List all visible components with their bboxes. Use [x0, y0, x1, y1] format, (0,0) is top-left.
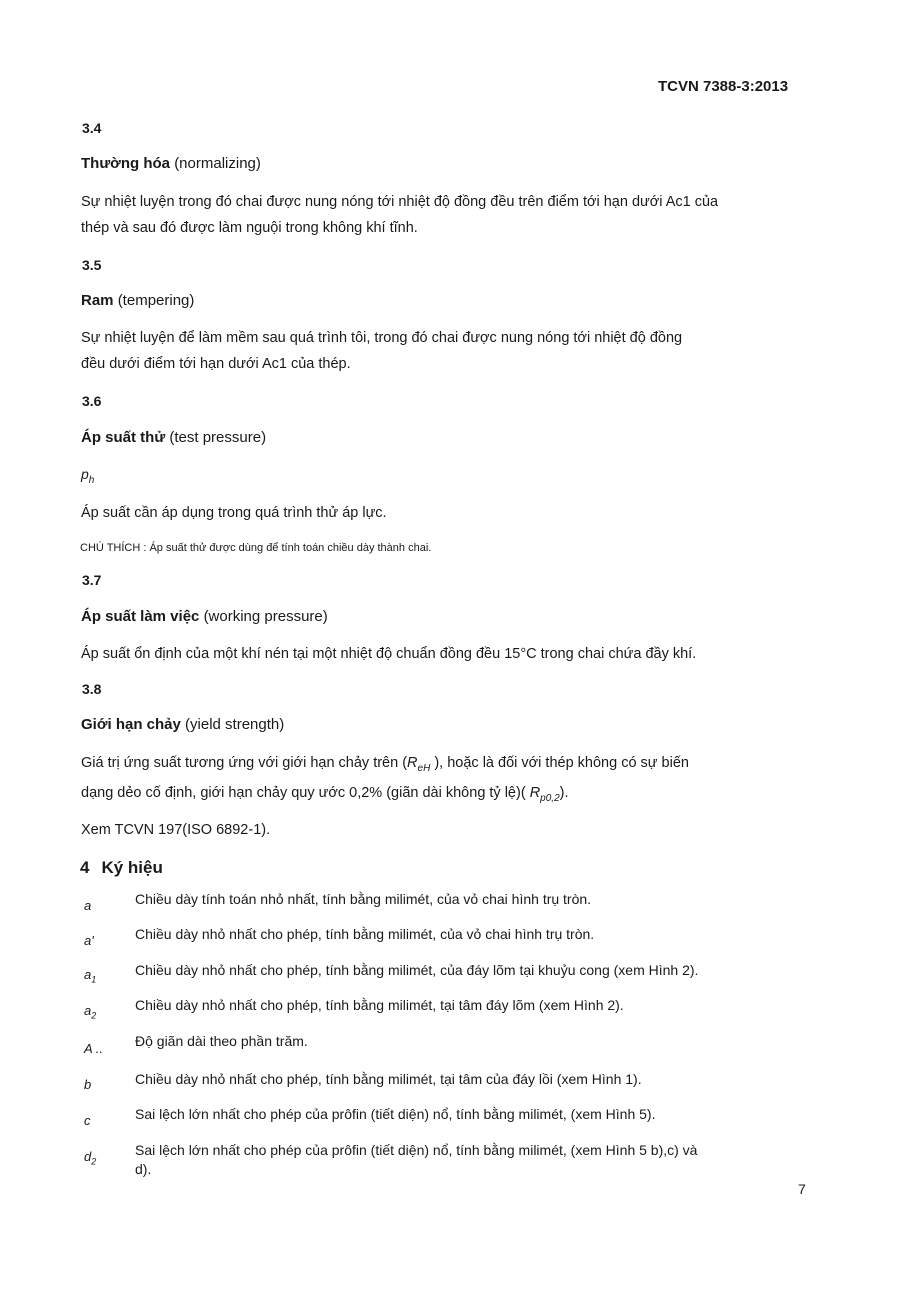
symbol-description-continued: d). [135, 1161, 152, 1177]
term-en: (yield strength) [185, 716, 285, 733]
term-en: (normalizing) [174, 155, 261, 172]
term-vi: Giới hạn chảy [81, 716, 181, 733]
definition-text: Giá trị ứng suất tương ứng với giới hạn chảy trên ( [81, 755, 408, 771]
symbol-base: p [81, 466, 89, 482]
definition-text: ). [559, 785, 569, 801]
clause-definition: Sự nhiệt luyện để làm mềm sau quá trình tôi, trong đó chai được nung nóng tới nhiệt độ đồng [81, 330, 683, 346]
clause-term [81, 292, 194, 309]
symbol-term: c [84, 1113, 91, 1128]
clause-definition: Áp suất cần áp dụng trong quá trình thử áp lực. [81, 505, 387, 521]
symbol-subscript: p0,2 [540, 792, 560, 804]
term-en: (tempering) [117, 292, 195, 309]
symbol-term: $a_2$ [84, 1003, 97, 1021]
clause-term [81, 608, 328, 625]
term-en: (working pressure) [203, 608, 328, 625]
symbol-base: R [529, 785, 541, 801]
section-heading [80, 858, 163, 878]
symbol-subscript: eH [417, 762, 431, 774]
symbol-description: Chiều dày tính toán nhỏ nhất, tính bằng milimét, của vỏ chai hình trụ tròn. [135, 891, 592, 907]
term-vi: Ram [81, 292, 114, 309]
symbol-term: a' [84, 933, 94, 948]
symbol-term: $a_1$ [84, 967, 97, 985]
symbol-term: a [84, 898, 92, 913]
clause-symbol [81, 466, 94, 486]
clause-definition: đều dưới điểm tới hạn dưới Ac1 của thép. [81, 356, 351, 372]
symbol-subscript: h [88, 474, 95, 486]
clause-number: 3.6 [82, 393, 102, 409]
term-en: (test pressure) [165, 429, 267, 446]
symbol-description: Chiều dày nhỏ nhất cho phép, tính bằng milimét, của vỏ chai hình trụ tròn. [135, 926, 595, 942]
symbol-description: Chiều dày nhỏ nhất cho phép, tính bằng milimét, của đáy lõm tại khuỷu cong (xem Hình 2). [135, 962, 699, 978]
symbol-description: Sai lệch lớn nhất cho phép của prôfin (tiết diện) nổ, tính bằng milimét, (xem Hình 5). [135, 1106, 656, 1122]
clause-term [81, 429, 266, 446]
clause-definition: Sự nhiệt luyện trong đó chai được nung nóng tới nhiệt độ đồng đều trên điểm tới hạn dưới Ac1 của [81, 194, 719, 210]
term-vi: Thường hóa [81, 155, 171, 172]
symbol-term: b [84, 1077, 92, 1092]
symbol-description: Chiều dày nhỏ nhất cho phép, tính bằng milimét, tại tâm của đáy lồi (xem Hình 1). [135, 1071, 642, 1087]
standard-header: TCVN 7388-3:2013 [658, 78, 789, 95]
clause-number: 3.7 [82, 572, 102, 588]
term-vi: Áp suất thử [81, 429, 166, 446]
section-number: 4 [80, 858, 90, 877]
symbol-description: Sai lệch lớn nhất cho phép của prôfin (tiết diện) nổ, tính bằng milimét, (xem Hình 5 b),c) và [135, 1142, 698, 1158]
clause-definition: thép và sau đó được làm nguội trong không khí tĩnh. [81, 220, 418, 236]
symbol-base: R [407, 755, 418, 771]
definition-text: dạng dẻo cố định, giới hạn chảy quy ước 0,2% (giãn dài không tỷ lệ)( [81, 785, 530, 801]
clause-reference: Xem TCVN 197(ISO 6892-1). [81, 822, 271, 838]
definition-text: ), hoặc là đối với thép không có sự biến [430, 755, 689, 771]
clause-number: 3.5 [82, 257, 102, 273]
symbol-term: A .. [84, 1041, 104, 1056]
term-vi: Áp suất làm việc [81, 608, 200, 625]
clause-number: 3.4 [82, 120, 102, 136]
clause-number: 3.8 [82, 681, 102, 697]
clause-term [81, 716, 284, 733]
section-title: Ký hiệu [101, 858, 163, 877]
clause-definition [81, 786, 569, 804]
clause-term [81, 155, 261, 172]
page-number: 7 [798, 1181, 806, 1197]
symbol-description: Độ giãn dài theo phần trăm. [135, 1033, 308, 1049]
symbol-term: $d_2$ [84, 1149, 97, 1167]
clause-note: CHÚ THÍCH : Áp suất thử được dùng để tính toán chiều dày thành chai. [80, 542, 432, 554]
clause-definition [81, 756, 689, 774]
clause-definition: Áp suất ổn định của một khí nén tại một nhiệt độ chuẩn đồng đều 15°C trong chai chứa đầy khí. [81, 646, 697, 662]
symbol-description: Chiều dày nhỏ nhất cho phép, tính bằng milimét, tại tâm đáy lõm (xem Hình 2). [135, 997, 624, 1013]
